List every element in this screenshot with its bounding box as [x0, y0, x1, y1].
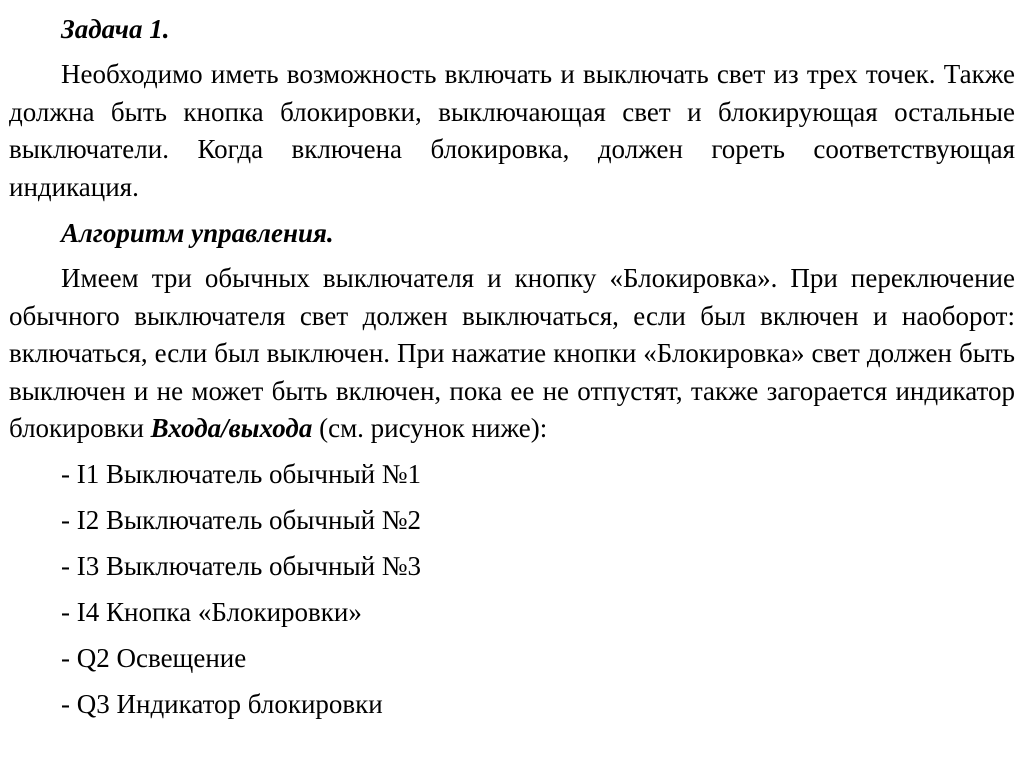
io-list-item: - I4 Кнопка «Блокировки» [61, 596, 362, 627]
io-list-item: - I2 Выключатель обычный №2 [61, 504, 422, 535]
io-list [9, 456, 1015, 722]
algorithm-text-after: (см. рисунок ниже): [312, 413, 548, 443]
io-list-item: - Q2 Освещение [61, 642, 247, 673]
task-description: Необходимо иметь возможность включать и выключать свет из трех точек. Также должна быть кнопка блокировки, выключающая свет и блокирующая остальные выключатели. Когда включена блокировка, должен гореть соответствующая индикация. [9, 59, 1015, 202]
algorithm-emphasis: Входа/выхода [150, 413, 313, 443]
io-list-item: - I3 Выключатель обычный №3 [61, 550, 422, 581]
task-title: Задача 1. [61, 14, 170, 44]
document-page [9, 10, 1015, 732]
io-list-item: - Q3 Индикатор блокировки [61, 688, 383, 719]
algorithm-description [9, 260, 1015, 448]
algorithm-text-before: Имеем три обычных выключателя и кнопку «Блокировка». При переключение обычного выключателя свет должен выключаться, если был включен и наоборот: включаться, если был выключен. При нажатие кнопки «Блокировка» свет должен быть выключен и не может быть включен, пока ее не отпустят, также загорается индикатор блокировки [9, 263, 1015, 443]
io-list-item: - I1 Выключатель обычный №1 [61, 458, 422, 489]
algorithm-title: Алгоритм управления. [61, 218, 334, 248]
